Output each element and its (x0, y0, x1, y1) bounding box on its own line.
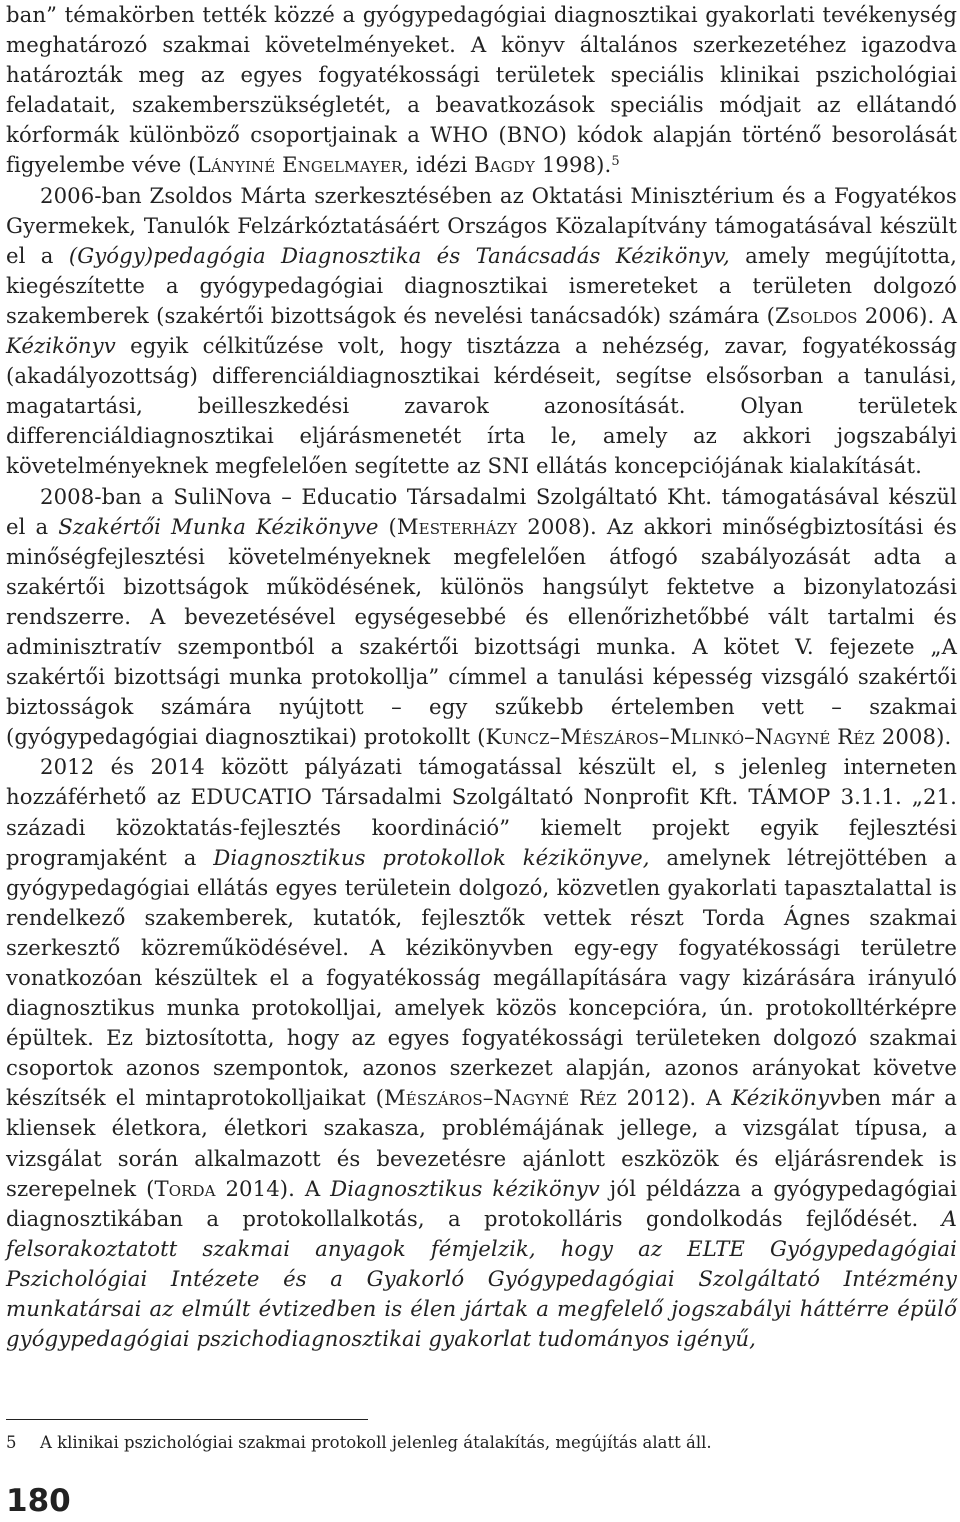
footnote-reference[interactable]: 5 (611, 154, 620, 170)
text-run: 2012 és 2014 között pályázati támogatással készült el, s jelenleg interneten hozzáférhető az EDUCATIO Társadalmi Szolgáltató Nonprofit Kft. TÁMOP 3.1.1. „21. századi közoktatás-fejlesztés koordináció” kiemelt projekt egyik fejlesztési programjaként a (6, 754, 957, 870)
author-name: Mészáros–Nagyné Réz (383, 1085, 617, 1111)
text-run: jól példázza a gyógypedagógiai diagnosztikában a protokollalkotás, a protokolláris gondolkodás fejlődését. (6, 1175, 957, 1231)
emphasized-passage: A felsorakoztatott szakmai anyagok fémjelzik, hogy az ELTE Gyógypedagógiai Pszichológiai Intézete és a Gyakorló Gyógypedagógiai Szolgáltató Intézmény munkatársai az elmúlt évtizedben is élen jártak a megfelelő jogszabályi háttérre épülő gyógypedagógiai pszichodiagnosztikai gyakorlat tudományos igényű, (6, 1205, 957, 1352)
footnote-text: A klinikai pszichológiai szakmai protokoll jelenleg átalakítás, megújítás alatt áll. (40, 1433, 712, 1452)
paragraph-4 (6, 752, 957, 1354)
book-title: (Gyógy)pedagógia Diagnosztika és Tanácsadás Kézikönyv, (68, 242, 730, 268)
author-name: Mesterházy (396, 513, 518, 539)
author-name: Torda (154, 1175, 216, 1201)
text-run: 2012). A (616, 1085, 732, 1111)
footnote-number: 5 (6, 1433, 17, 1452)
footnote-rule (6, 1419, 368, 1420)
book-title: Diagnosztikus protokollok kézikönyve, (213, 844, 650, 870)
author-name: Kuncz–Mészáros–Mlinkó–Nagyné Réz (485, 724, 875, 750)
author-name: Bagdy (474, 152, 535, 178)
text-run: 1998). (535, 152, 612, 178)
text-run: ben már a kliensek életkora, életkori szakasza, problémájának jellege, a vizsgálat típusa, a vizsgálat során alkalmazott és bevezetésre ajánlott eszközök és eljárásrendek is szerepelnek ( (6, 1085, 957, 1201)
text-run: 2008). (874, 724, 952, 750)
text-run: amely megújította, kiegészítette a gyógypedagógiai diagnosztikai ismereteket a területen dolgozó szakemberek (szakértői bizottságok és nevelési tanácsadók) számára ( (6, 242, 957, 328)
text-run: ban” témakörben tették közzé a gyógypedagógiai diagnosztikai gyakorlati tevékenység meghatározó szakmai követelményeket. A könyv általános szerkezetéhez igazodva határozták meg az egyes fogyatékossági területek speciális klinikai pszichológiai feladatait, szakemberszükségletét, a beavatkozások speciális módjait az ellátandó kórformák különböző csoportjainak a WHO (BNO) kódok alapján történő besorolását figyelembe véve ( (6, 2, 957, 178)
text-run: 2008). Az akkori minőségbiztosítási és minőségfejlesztési követelményeknek megfelelően átfogó szabályozását adta a szakértői bizottságok működésének, különös hangsúlyt fektetve a bizonylatozási rendszerre. A bevezetésével egységesebbé és ellenőrizhetőbbé vált tartalmi és adminisztratív szempontból a szakértői bizottsági munka. A kötet V. fejezete „A szakértői bizottsági munka protokollja” címmel a tanulási képesség vizsgáló szakértői biztosságok számára nyújtott – egy szűkebb értelemben vett – szakmai (gyógypedagógiai diagnosztikai) protokollt ( (6, 513, 957, 750)
book-title: Diagnosztikus kézikönyv (330, 1175, 600, 1201)
text-run: amelynek létrejöttében a gyógypedagógiai ellátás egyes területein dolgozó, közvetlen gyakorlati tapasztalattal is rendelkező szakemberek, kutatók, fejlesztők vettek részt Torda Ágnes szakmai szerkesztő közreműködésével. A kézikönyvben egy-egy fogyatékossági területre vonatkozóan készültek el a fogyatékosság megállapítására vagy kizárására irányuló diagnosztikus munka protokolljai, amelyek közös koncepcióra, ún. protokolltérképre épültek. Ez biztosította, hogy az egyes fogyatékossági területeken dolgozó szakmai csoportok azonos szempontok, azonos szerkezet alapján, azonos arányokat követve készítsék el mintaprotokolljaikat ( (6, 844, 957, 1111)
text-run: ( (378, 513, 397, 539)
text-run: 2008-ban a SuliNova – Educatio Társadalmi Szolgáltató Kht. támogatásával készül el a (6, 483, 957, 539)
main-text (6, 0, 957, 1354)
book-title: Kézikönyv (731, 1085, 842, 1111)
author-name: Zsoldos (774, 302, 858, 328)
page-number: 180 (6, 1483, 71, 1519)
text-run: egyik célkitűzése volt, hogy tisztázza a nehézség, zavar, fogyatékosság (akadályozottság) differenciáldiagnosztikai kérdéseit, segítse elsősorban a tanulási, magatartási, beilleszkedési zavarok azonosítását. Olyan területek differenciáldiagnosztikai eljárásmenetét írta le, amely az akkori jogszabályi követelményeknek megfelelően segítette az SNI ellátás koncepciójának kialakítását. (6, 333, 957, 479)
paragraph-2 (6, 181, 957, 482)
book-title: Szakértői Munka Kézikönyve (58, 513, 379, 539)
footnote (6, 1432, 946, 1454)
paragraph-3 (6, 482, 957, 753)
text-run: , idézi (402, 152, 475, 178)
author-name: Lányiné Engelmayer (196, 152, 403, 178)
text-run: 2014). A (215, 1175, 331, 1201)
text-run: 2006). A (857, 302, 958, 328)
paragraph-1 (6, 0, 957, 181)
text-run: 2006-ban Zsoldos Márta szerkesztésében az Oktatási Minisztérium és a Fogyatékos Gyermekek, Tanulók Felzárkóztatásáért Országos Közalapítvány támogatásával készült el a (6, 182, 957, 268)
book-title: Kézikönyv (6, 333, 116, 359)
